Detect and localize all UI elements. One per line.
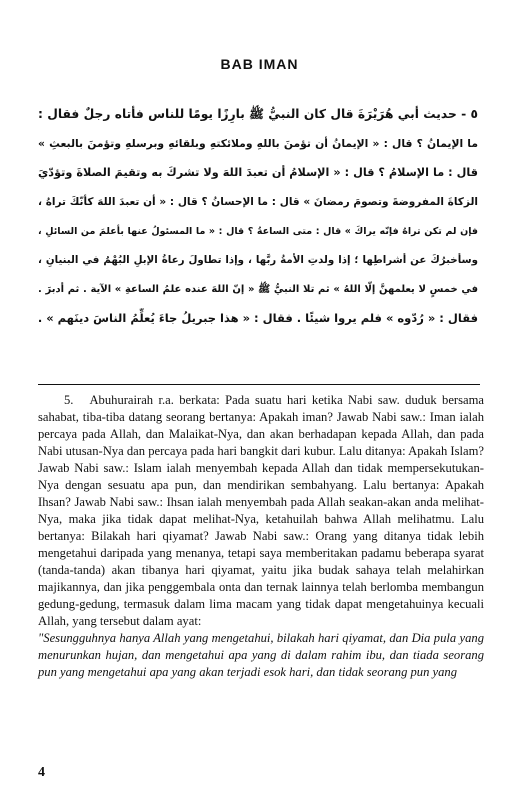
- translation-text: [38, 392, 484, 681]
- arabic-hadith-text: [38, 100, 478, 334]
- section-divider: [38, 384, 480, 385]
- arabic-line-6: وسأخبرُكَ عن أشراطِها ؛ إذا ولدتِ الأمةُ ربَّها ، وإذا تطاولَ رعاةُ الإبلِ البُهْمُ في البنيانِ ،: [38, 254, 478, 267]
- quran-quote: "Sesungguhnya hanya Allah yang mengetahui, bilakah hari qiyamat, dan Dia pula yang menurunkan hujan, dan mengetahui apa yang di dalam rahim ibu, dan tiada seorang pun yang mengetahui apa yang akan terjadi esok hari, dan tidak seorang pun yang: [38, 631, 484, 679]
- arabic-line-7: في خمسٍ لا يعلمهنَّ إلّا اللهُ » ثم تلا النبيُّ ﷺ « إنّ اللهَ عنده علمُ الساعةِ » الآية . ثم أدبرَ .: [38, 284, 478, 296]
- translation-body: Abuhurairah r.a. berkata: Pada suatu hari ketika Nabi saw. duduk bersama sahabat, tiba-tiba datang seorang bertanya: Apakah iman? Jawab Nabi saw.: Iman ialah percaya pada Allah, dan Malaikat-Nya, dan akan berhadapan kepada Allah, dan pada Nabi utusan-Nya dan percaya pada hari bangkit dari kubur. Lalu ditanya: Apakah Islam? Jawab Nabi saw.: Islam ialah menyembah kepada Allah dan tidak mempersekutukan-Nya dengan sesuatu apa pun, dan mendirikan sembahyang. Lalu bertanya: Apakah Ihsan? Jawab Nabi saw.: Ihsan ialah menyembah pada Allah seakan-akan anda melihat-Nya, maka jika tidak dapat melihat-Nya, ketahuilah bahwa Allah melihatmu. Lalu bertanya: Bilakah hari qiyamat? Jawab Nabi saw.: Orang yang ditanya tidak lebih mengetahui daripada yang menanya, tetapi saya memberitakan padamu beberapa syarat (tanda-tanda) akan tibanya hari qiyamat, yaitu jika budak sahaya telah melahirkan majikannya, dan jika penggembala onta dan ternak lainnya telah berlomba membangun gedung-gedung, termasuk dalam lima macam yang tidak dapat mengetahuinya kecuali Allah, yang tersebut dalam ayat:: [38, 393, 484, 628]
- arabic-line-3: قال : ما الإسلامُ ؟ قال : « الإسلامُ أن تعبدَ اللهَ ولا تشركَ به وتقيمَ الصلاةَ وتؤدّيَ: [38, 166, 478, 180]
- arabic-line-8: فقال : « رُدّوه » فلم يروا شيئًا . فقال : « هذا جبريلُ جاءَ يُعلِّمُ الناسَ دينَهم » .: [38, 311, 478, 326]
- chapter-title: BAB IMAN: [220, 56, 299, 72]
- arabic-line-1: ٥ - حديث أبي هُرَيْرَةَ قال كان النبيُّ ﷺ بارِزًا يومًا للناس فأتاه رجلٌ فقال :: [38, 107, 478, 121]
- arabic-line-5: فإن لم تكن تراهُ فإنّه يراكَ » قال : متى الساعةُ ؟ قال : « ما المسئولُ عنها بأعلمَ من السائلِ ،: [38, 225, 478, 237]
- hadith-number: 5.: [64, 393, 74, 407]
- arabic-line-2: ما الإيمانُ ؟ قال : « الإيمانُ أن تؤمنَ باللهِ وملائكتهِ وبلقائهِ وبرسلهِ وتؤمنَ بالبعثِ »: [38, 137, 478, 151]
- translation-paragraph: [38, 392, 484, 630]
- page-number: 4: [38, 765, 45, 780]
- arabic-line-4: الزكاةَ المفروضةَ وتصومَ رمضانَ » قال : ما الإحسانُ ؟ قال : « أن تعبدَ اللهَ كأنّكَ تراهُ ،: [38, 195, 478, 208]
